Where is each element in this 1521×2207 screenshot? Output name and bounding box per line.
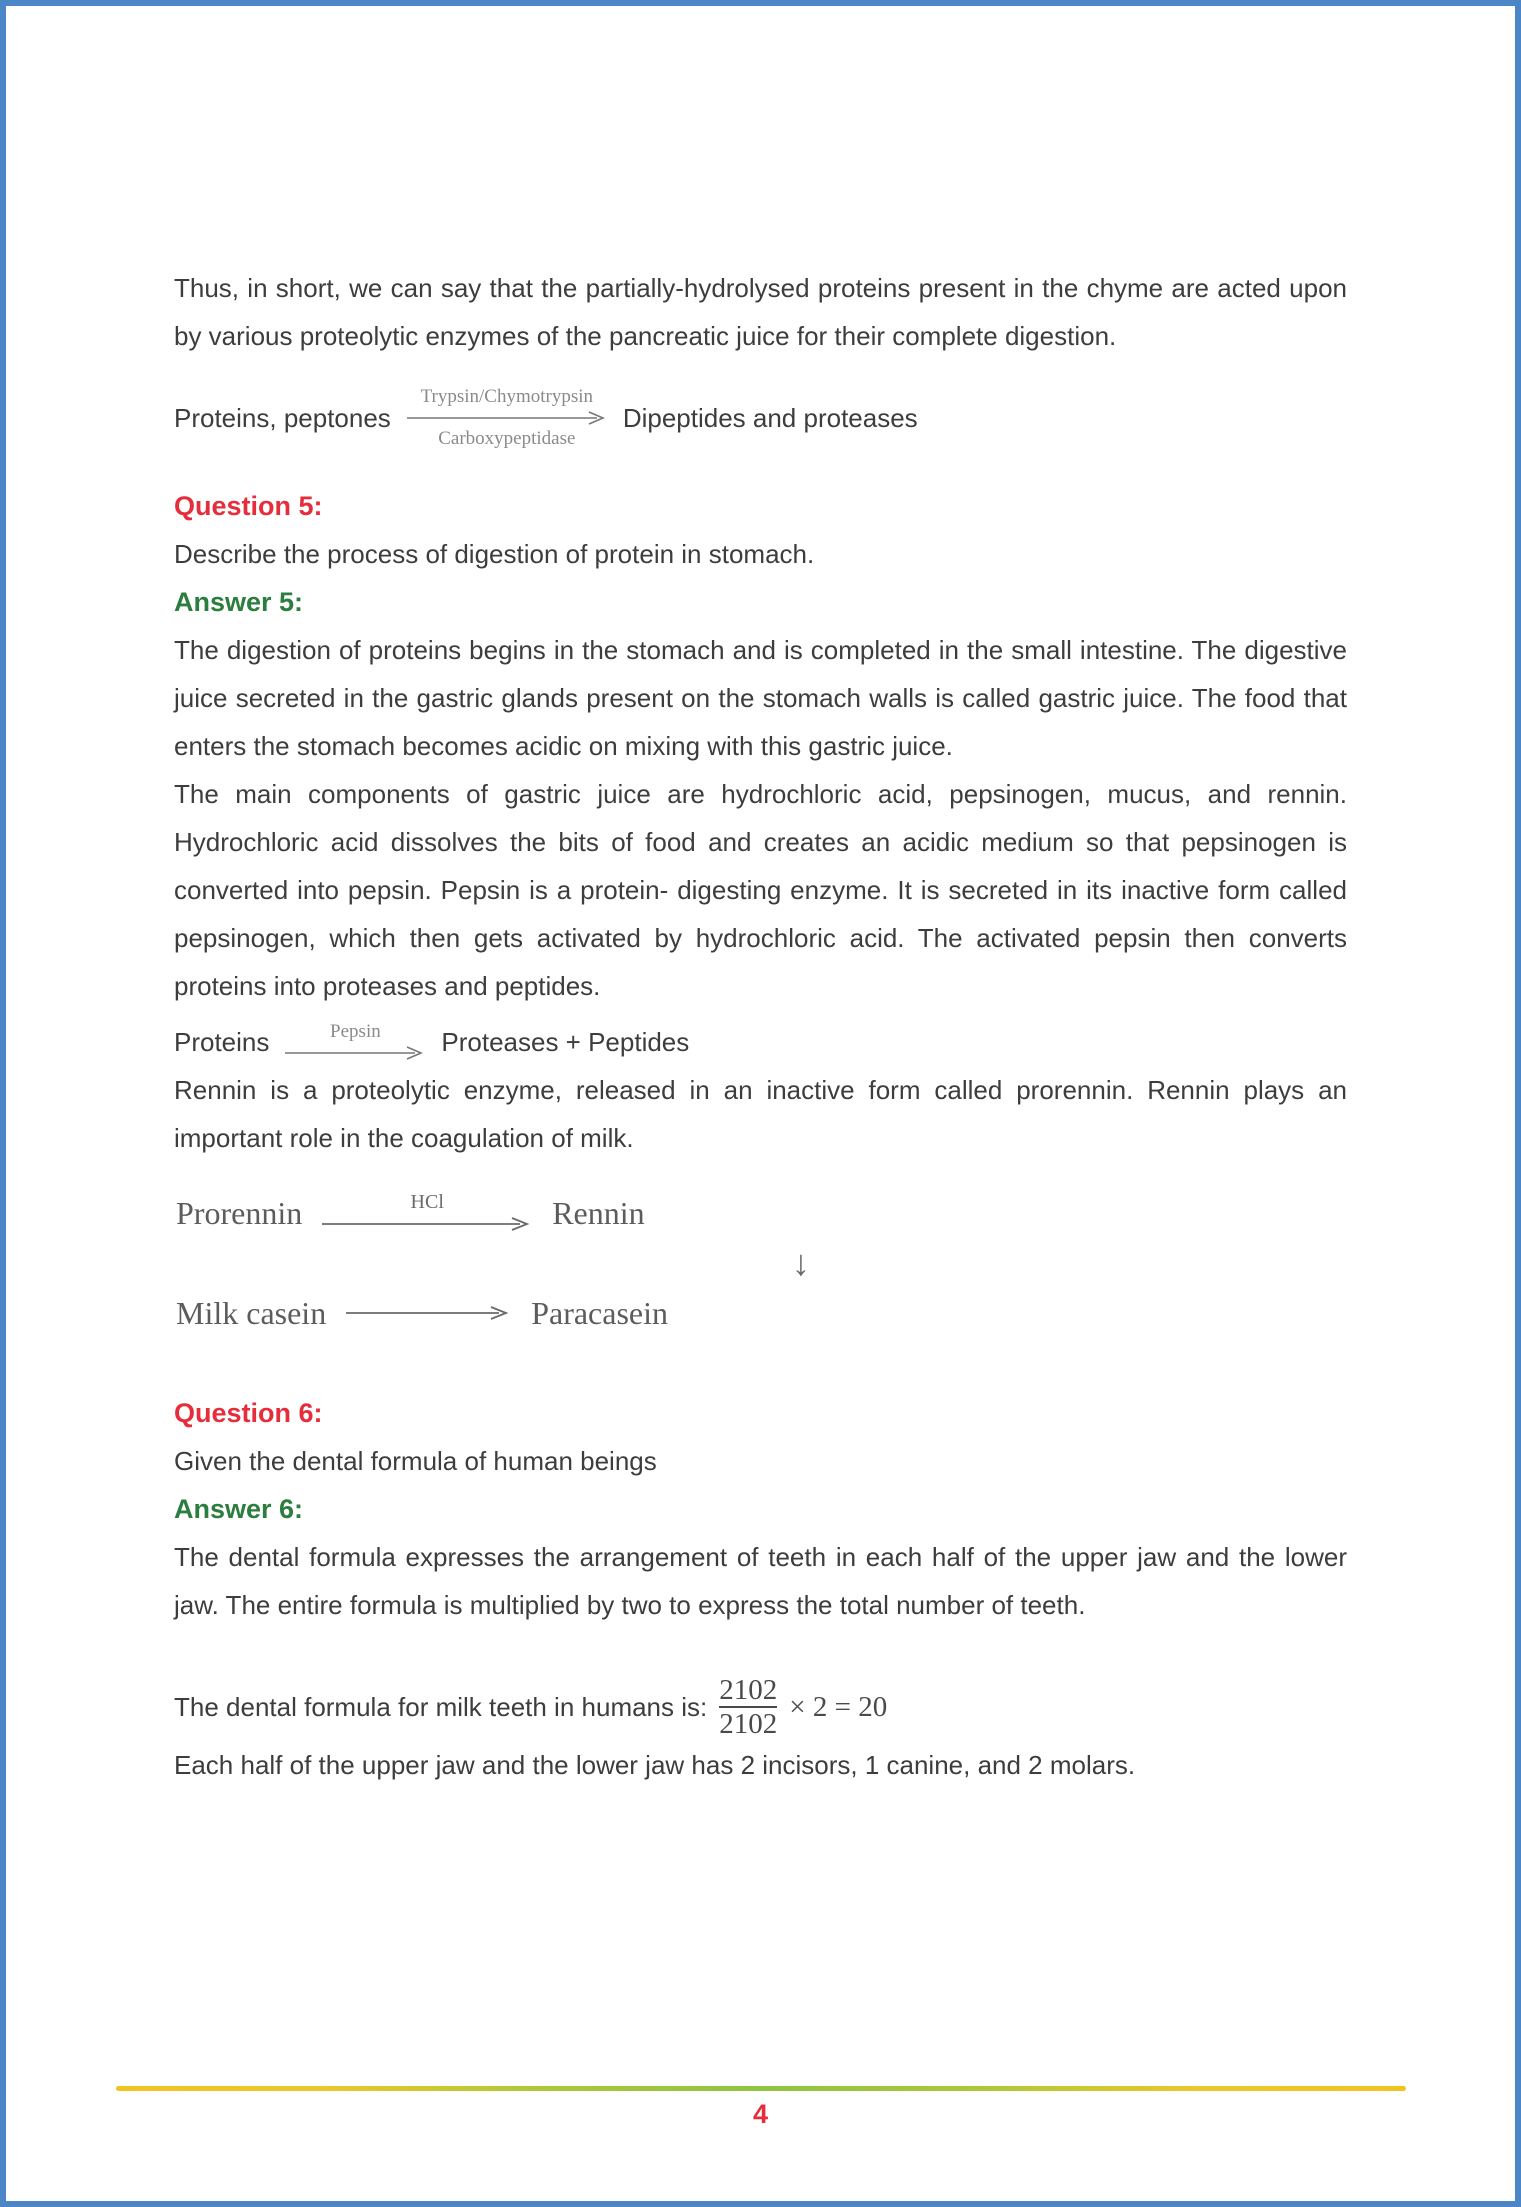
diagram-milk-casein-label: Milk casein [176, 1294, 327, 1331]
down-arrow-icon: ↓ [792, 1242, 810, 1283]
reaction-proteins-peptones [174, 386, 1347, 450]
right-arrow-icon [322, 1215, 532, 1233]
right-arrow-icon [285, 1045, 425, 1061]
answer6-paragraph-1: The dental formula expresses the arrangement of teeth in each half of the upper jaw and the lower jaw. The entire formula is multiplied by two to express the total number of teeth. [174, 1541, 1347, 1620]
reaction1-enzyme-top: Trypsin/Chymotrypsin [420, 386, 594, 407]
diagram-prorennin-label: Prorennin [176, 1195, 303, 1232]
dental-formula-line [174, 1674, 1347, 1741]
page-number: 4 [752, 2099, 769, 2129]
answer5-heading: Answer 5: [174, 586, 304, 617]
reaction1-reactant: Proteins, peptones [174, 402, 391, 433]
reaction1-arrow-group [407, 386, 607, 450]
dental-formula-fraction [719, 1674, 777, 1741]
intro-paragraph: Thus, in short, we can say that the partially-hydrolysed proteins present in the chyme are acted upon by various proteolytic enzymes of the pancreatic juice for their complete digestion. [174, 273, 1347, 351]
dental-formula-suffix: × 2 = 20 [789, 1691, 888, 1724]
answer5-paragraph-1: The digestion of proteins begins in the stomach and is completed in the small intestine. The digestive juice secreted in the gastric glands present on the stomach walls is called gastric juice. The food that enters the stomach becomes acidic on mixing with this gastric juice. [174, 634, 1347, 761]
fraction-numerator: 2102 [719, 1673, 778, 1706]
reaction2-product: Proteases + Peptides [441, 1026, 690, 1057]
right-arrow-icon [346, 1304, 511, 1322]
fraction-denominator: 2102 [719, 1708, 778, 1741]
reaction2-arrow-group [285, 1021, 425, 1063]
diagram-rennin-label: Rennin [552, 1195, 645, 1232]
question5-text: Describe the process of digestion of protein in stomach. [174, 538, 815, 569]
page-footer [6, 2086, 1515, 2129]
dental-formula-intro: The dental formula for milk teeth in humans is: [174, 1692, 708, 1723]
diagram-row-prorennin [176, 1192, 1347, 1235]
diagram-hcl-arrow-group [322, 1192, 532, 1235]
answer5-paragraph-3: Rennin is a proteolytic enzyme, released in an inactive form called prorennin. Rennin plays an important role in the coagulation of milk. [174, 1074, 1347, 1153]
rennin-diagram [176, 1192, 1347, 1333]
reaction2-reactant: Proteins [174, 1026, 270, 1057]
reaction2-enzyme-top: Pepsin [330, 1020, 381, 1042]
diagram-hcl-label: HCl [410, 1190, 444, 1213]
diagram-paracasein-label: Paracasein [531, 1294, 668, 1331]
question6-text: Given the dental formula of human beings [174, 1445, 657, 1476]
reaction1-enzyme-bottom: Carboxypeptidase [438, 427, 576, 449]
page-content [6, 6, 1515, 1789]
answer5-paragraph-2: The main components of gastric juice are hydrochloric acid, pepsinogen, mucus, and rennin. Hydrochloric acid dissolves the bits of food and creates an acidic medium so that pepsinogen is converted into pepsin. Pepsin is a protein- digesting enzyme. It is secreted in its inactive form called pepsinogen, which then gets activated by hydrochloric acid. The activated pepsin then converts proteins into proteases and peptides. [174, 778, 1347, 1001]
question6-heading: Question 6: [174, 1397, 323, 1428]
right-arrow-icon [407, 410, 607, 426]
reaction1-product: Dipeptides and proteases [622, 402, 918, 433]
footer-divider-line [116, 2086, 1406, 2091]
reaction-proteins-pepsin [174, 1018, 1347, 1066]
answer6-heading: Answer 6: [174, 1493, 304, 1524]
question5-heading: Question 5: [174, 490, 323, 521]
diagram-row-milk-casein [176, 1293, 1347, 1333]
answer6-paragraph-2: Each half of the upper jaw and the lower jaw has 2 incisors, 1 canine, and 2 molars. [174, 1749, 1136, 1780]
